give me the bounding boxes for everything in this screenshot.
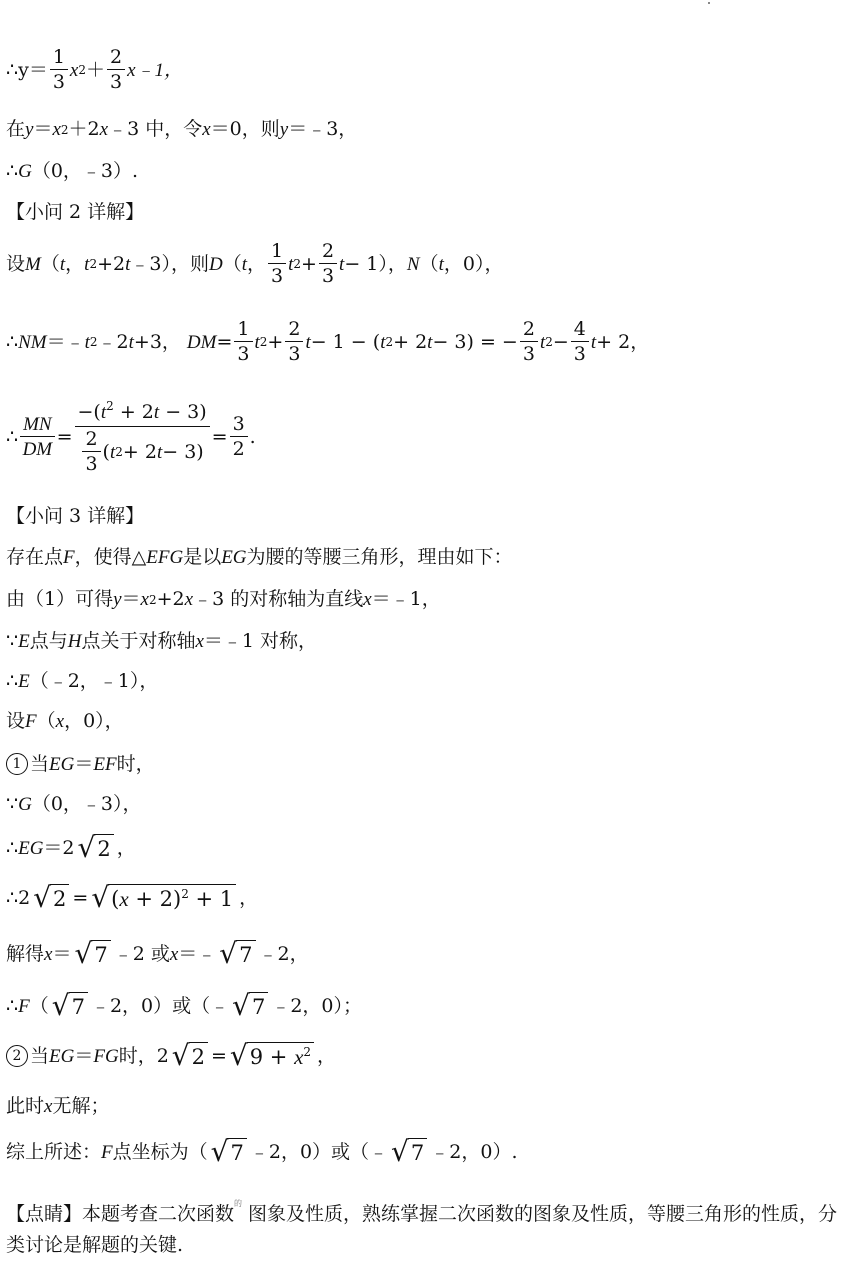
text: ( [102, 440, 110, 463]
denominator: 3 [110, 71, 123, 93]
text: − 1 − ( [310, 330, 381, 353]
var: F [101, 1141, 113, 1163]
text: ﹣3 的对称轴为直线 [193, 588, 364, 610]
var: N [406, 253, 420, 275]
text: 为腰的等腰三角形，理由如下： [246, 546, 513, 568]
tiny-mark: 的 [234, 1199, 243, 1208]
exp: 2 [259, 335, 268, 349]
text: ∵ [6, 630, 19, 652]
radicand: 7 [236, 940, 255, 968]
text: ( [111, 887, 120, 911]
text: ﹣2，0）或（﹣ [249, 1140, 389, 1163]
var: x [195, 631, 204, 652]
text: x﹣1， [127, 59, 184, 81]
text: （ [29, 994, 49, 1017]
numerator: 3 [230, 415, 248, 437]
numerator: 1 [234, 320, 252, 342]
radical-sign: √ [219, 937, 238, 970]
heading-text: 【小问 2 详解】 [6, 201, 145, 223]
text: ， [65, 252, 85, 275]
radical-sign: √ [391, 1135, 409, 1168]
text: − 1）， [344, 252, 407, 275]
radicand [108, 884, 236, 912]
sqrt [232, 989, 268, 1022]
var: x [202, 119, 211, 140]
numerator: 1 [268, 242, 286, 264]
text: 点关于对称轴 [81, 630, 196, 652]
text: 点与 [29, 630, 68, 652]
var: x [55, 711, 65, 732]
fraction [571, 320, 589, 364]
text: ∴ [6, 330, 19, 353]
var: EG [221, 547, 247, 568]
text: （ [419, 252, 439, 275]
var: t [339, 253, 345, 275]
line-case2 [6, 1039, 337, 1072]
line-set-m [6, 242, 503, 286]
denominator: 3 [321, 265, 335, 287]
var: DM [186, 331, 217, 353]
exp: 2 [303, 1045, 312, 1059]
text: ， [317, 1044, 337, 1067]
var: t [539, 331, 546, 353]
text: + 1 [188, 887, 234, 911]
line-y-expression [6, 48, 183, 92]
var: EF [93, 753, 117, 775]
text: 时， [116, 752, 155, 775]
var: x [44, 943, 53, 965]
radicand: 7 [69, 992, 88, 1020]
numerator: 1 [50, 48, 68, 70]
text: ＝2 [43, 836, 75, 859]
var: EFG [146, 547, 184, 568]
denominator: 3 [271, 265, 284, 287]
text: ＝﹣1 对称， [203, 630, 318, 652]
var: t [84, 253, 90, 275]
text: 是以 [183, 546, 222, 568]
text: = [56, 425, 73, 448]
text: （ [222, 252, 242, 275]
var: y [25, 119, 34, 140]
line-axis [6, 590, 441, 609]
fraction [319, 242, 337, 286]
sqrt [229, 1039, 314, 1072]
text: 当 [30, 1044, 50, 1067]
exp: 2 [115, 445, 123, 459]
text: ＝ [52, 942, 72, 965]
text: ﹣2 [97, 330, 129, 353]
text: ﹣2 或 [113, 942, 170, 965]
var: E [18, 631, 30, 652]
var: x [294, 1045, 304, 1069]
text: 解得 [6, 942, 45, 965]
text: ∴y＝ [6, 58, 48, 81]
sqrt [74, 937, 110, 970]
line-f-coords [6, 989, 363, 1022]
var: x [169, 943, 179, 965]
line-symmetry [6, 632, 317, 651]
sqrt [210, 1135, 247, 1168]
var: t [128, 331, 134, 353]
fraction [82, 430, 100, 474]
var: t [109, 441, 116, 463]
text: ， [239, 886, 259, 909]
var: x [140, 589, 149, 610]
line-point-g [6, 162, 138, 181]
line-case1 [6, 753, 155, 775]
line-eg-value [6, 831, 136, 864]
var: x [99, 119, 109, 140]
var: y [113, 589, 122, 610]
line-no-solution [6, 1097, 109, 1116]
line-point-e [6, 672, 158, 691]
radical-sign: √ [171, 1039, 190, 1072]
denominator: 3 [522, 343, 535, 365]
text: （ [40, 252, 60, 275]
text: − 3) [159, 401, 207, 423]
fraction-big [75, 400, 210, 474]
numerator: 4 [571, 320, 589, 342]
var: t [305, 331, 311, 353]
line-conclusion [6, 1135, 518, 1168]
sqrt [33, 881, 69, 914]
line-exists-f [6, 548, 513, 567]
radical-sign: √ [33, 881, 52, 914]
radicand: 2 [50, 884, 69, 912]
radicand: 7 [227, 1138, 246, 1166]
line-equation [6, 881, 259, 914]
text: ＝ [121, 588, 141, 610]
text: ， [116, 836, 136, 859]
numerator: 2 [319, 242, 337, 264]
text: ∴ [6, 160, 19, 182]
text: 9 + [249, 1045, 295, 1069]
text: 综上所述： [6, 1140, 102, 1163]
exp: 2 [89, 257, 98, 271]
sqrt [219, 937, 255, 970]
numerator: MN [20, 415, 55, 437]
fraction [107, 48, 125, 92]
exp: 2 [60, 122, 69, 137]
sqrt [391, 1135, 427, 1168]
var: NM [18, 331, 47, 353]
var: x [363, 589, 372, 610]
var: F [18, 995, 30, 1017]
text: − [552, 330, 569, 353]
line-ratio [6, 400, 256, 474]
text: ＝﹣1， [371, 588, 441, 610]
fraction [234, 320, 252, 364]
text: ＝ [33, 118, 53, 140]
line-set-x0 [6, 120, 357, 139]
text: 【点睛】本题考查二次函数 [6, 1203, 235, 1225]
text: +3， [133, 330, 181, 353]
text: 在 [6, 118, 26, 140]
line-solution [6, 937, 309, 970]
exp: 2 [148, 592, 157, 607]
fraction [520, 320, 538, 364]
text: 点坐标为（ [112, 1140, 208, 1163]
numerator [75, 400, 210, 427]
corner-dot [708, 2, 710, 4]
radicand: 2 [189, 1042, 208, 1070]
text: ＝ [74, 1044, 94, 1067]
var: y [279, 119, 289, 140]
var: t [380, 331, 386, 353]
radical-sign: √ [210, 1135, 229, 1168]
var: M [25, 253, 41, 275]
text: + [301, 252, 317, 275]
radical-sign: √ [77, 831, 96, 864]
fraction [230, 415, 248, 459]
var: EG [18, 837, 44, 859]
exp: 2 [78, 63, 86, 77]
var: t [100, 402, 107, 423]
radical-sign: √ [91, 881, 110, 914]
text: ﹣2，0）或（﹣ [90, 994, 230, 1017]
radical-sign: √ [229, 1039, 248, 1072]
var: t [590, 331, 597, 353]
denominator: 3 [237, 343, 250, 365]
var: x [52, 119, 61, 140]
sqrt [171, 1039, 208, 1072]
var: t [288, 253, 294, 275]
fraction [50, 48, 68, 92]
text: . [249, 425, 256, 448]
heading-text: 【小问 3 详解】 [6, 505, 145, 527]
exp: 2 [89, 335, 98, 349]
text: 由（1）可得 [6, 588, 114, 610]
text: − 3) [162, 440, 204, 463]
text: ∴ [6, 670, 19, 692]
var: G [18, 161, 32, 182]
denominator: 3 [573, 343, 586, 365]
exp: 2 [385, 335, 394, 349]
var: t [241, 253, 247, 275]
text: + 2 [122, 440, 157, 463]
text: ＋ [86, 58, 106, 81]
text: ∴ [6, 425, 19, 448]
text: 当 [30, 752, 50, 775]
circled-number: 2 [6, 1045, 28, 1067]
var: t [156, 441, 163, 463]
var: H [67, 631, 82, 652]
radical-sign: √ [51, 989, 70, 1022]
text: ，0）， [64, 710, 124, 732]
text: ∵ [6, 793, 19, 815]
denominator: 3 [52, 71, 65, 93]
var: EG [49, 753, 75, 775]
numerator: 2 [107, 48, 125, 70]
text: + 2 [113, 401, 154, 423]
text: +2 [156, 588, 185, 610]
var: t [84, 331, 90, 353]
var: G [18, 794, 32, 815]
var: x [44, 1096, 53, 1117]
text: ﹣2，0）； [271, 994, 363, 1017]
var: x [119, 887, 129, 911]
text: = [72, 886, 89, 909]
text: 此时 [6, 1095, 45, 1117]
text: ， [247, 252, 267, 275]
radicand: 7 [91, 940, 110, 968]
text: ，0）， [443, 252, 504, 275]
sqrt [91, 881, 236, 914]
text: ＝﹣3， [288, 118, 358, 140]
text: （0，﹣3）. [31, 160, 139, 182]
denominator [80, 427, 203, 474]
var: t [427, 331, 433, 353]
line-g-again [6, 795, 142, 814]
text: 图象及性质，熟练掌握二次函数的图象及性质，等腰三角形的性质，分类讨论是解题的关键. [6, 1203, 838, 1256]
text: ∴ [6, 994, 19, 1017]
var: E [18, 671, 30, 692]
var: F [63, 547, 75, 568]
text: ＝﹣ [178, 942, 217, 965]
radicand [247, 1042, 314, 1070]
heading-part2 [6, 203, 144, 222]
text: ﹣3），则 [130, 252, 209, 275]
text: 存在点 [6, 546, 64, 568]
var: t [59, 253, 66, 275]
denominator: DM [22, 439, 53, 460]
text: ﹣2，0）. [430, 1140, 518, 1163]
text: ＝ [74, 752, 94, 775]
text: ＋2 [68, 118, 100, 140]
numerator: 2 [285, 320, 303, 342]
var: t [254, 331, 260, 353]
var: t [438, 253, 444, 275]
sqrt [51, 989, 88, 1022]
radical-sign: √ [232, 989, 250, 1022]
var: x [69, 59, 79, 81]
text: 设 [6, 252, 26, 275]
text: + 2， [596, 330, 650, 353]
exp: 2 [545, 335, 553, 349]
text: + [267, 330, 284, 353]
text: ∴ [6, 836, 19, 859]
text: +2 [97, 252, 126, 275]
text: − 3) = − [432, 330, 518, 353]
numerator: 2 [520, 320, 538, 342]
text: ＝﹣ [46, 330, 85, 353]
fraction [268, 242, 286, 286]
text: （ [36, 710, 56, 732]
var: F [25, 711, 37, 732]
exp: 2 [181, 887, 189, 901]
text: （﹣2，﹣1）， [29, 670, 159, 692]
var: t [125, 253, 131, 275]
text: ﹣2， [258, 942, 309, 965]
heading-part3 [6, 507, 144, 526]
text: ＝0，则 [210, 118, 280, 140]
text: ，使得△ [74, 546, 147, 568]
text: 设 [6, 710, 26, 732]
line-nm-dm [6, 320, 649, 364]
line-set-f [6, 712, 124, 731]
text: 时，2 [118, 1044, 169, 1067]
fraction [20, 415, 55, 459]
var: EG [49, 1045, 75, 1067]
fraction [285, 320, 303, 364]
numerator: 2 [82, 430, 100, 452]
text: = [211, 1044, 227, 1067]
var: t [153, 402, 160, 423]
exp: 2 [293, 257, 302, 271]
text: ﹣3 中，令 [108, 118, 203, 140]
var: x [184, 589, 194, 610]
text: + 2) [128, 887, 182, 911]
radicand: 2 [94, 834, 113, 862]
text: = [211, 425, 228, 448]
text: （0，﹣3）， [31, 793, 142, 815]
denominator: 2 [232, 438, 245, 460]
radicand: 7 [408, 1138, 427, 1166]
text: 无解； [52, 1095, 110, 1117]
denominator: 3 [288, 343, 301, 365]
text: + 2 [393, 330, 428, 353]
text: ∴2 [6, 886, 31, 909]
summary-paragraph [6, 1188, 838, 1261]
radical-sign: √ [74, 937, 93, 970]
text: −( [77, 401, 101, 423]
var: D [208, 253, 223, 275]
radicand: 7 [249, 992, 268, 1020]
denominator: 3 [85, 453, 98, 475]
exp: 2 [106, 399, 114, 413]
var: FG [93, 1045, 119, 1067]
sqrt [77, 831, 114, 864]
circled-number: 1 [6, 753, 28, 775]
text: = [216, 330, 233, 353]
